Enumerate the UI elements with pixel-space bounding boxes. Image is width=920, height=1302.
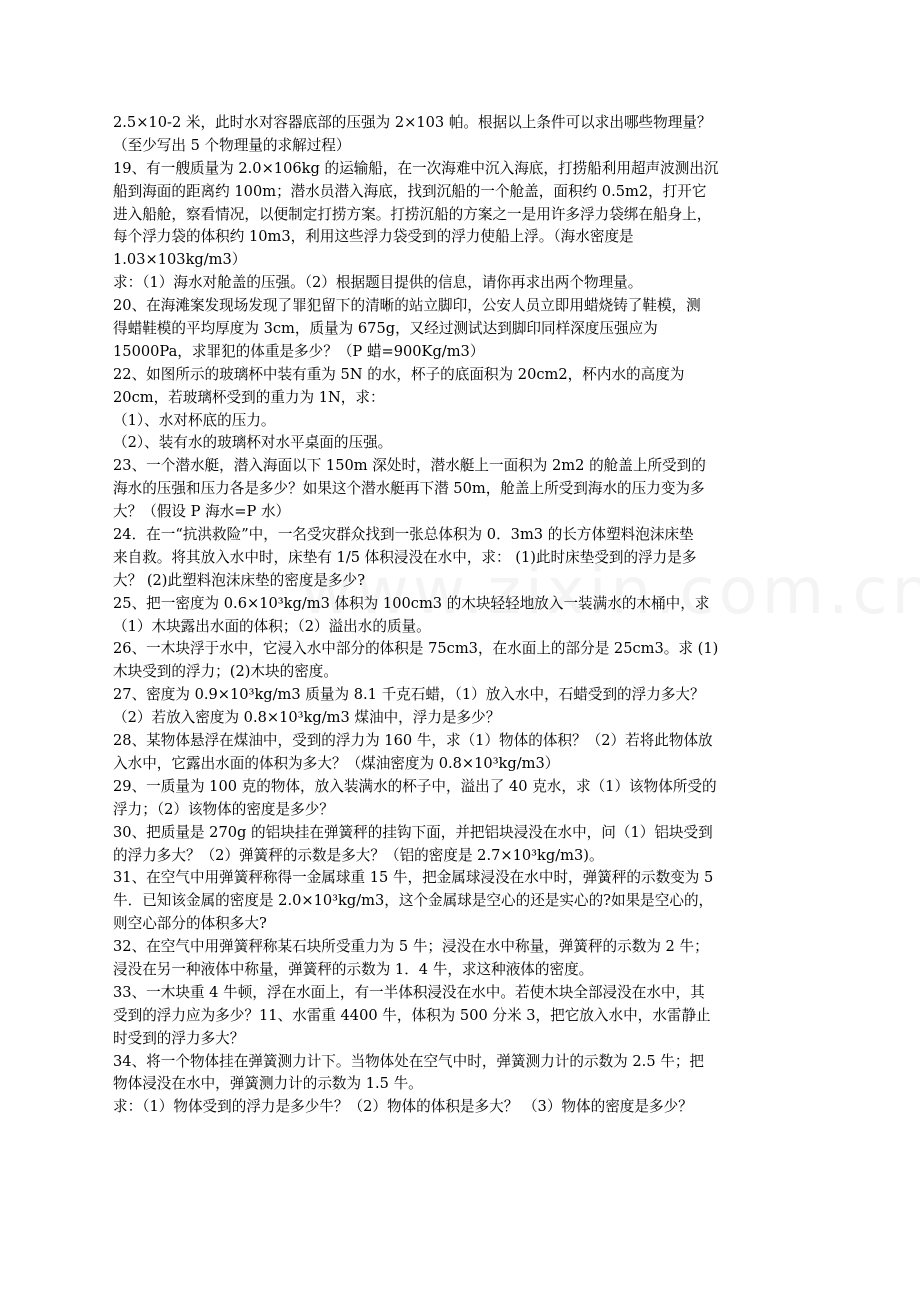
text-line: 27、密度为 0.9×10³kg/m3 质量为 8.1 千克石蜡，（1）放入水中，石蜡受到的浮力多大？ <box>113 686 705 704</box>
text-line: 得蜡鞋模的平均厚度为 3cm，质量为 675g，又经过测试达到脚印同样深度压强应为 <box>113 320 658 338</box>
text-line: 23、一个潜水艇，潜入海面以下 150m 深处时，潜水艇上一面积为 2m2 的舱盖上所受到的 <box>113 457 706 475</box>
text-line: 海水的压强和压力各是多少？如果这个潜水艇再下潜 50m，舱盖上所受到海水的压力变为多 <box>113 480 705 498</box>
text-line: 28、某物体悬浮在煤油中，受到的浮力为 160 牛，求（1）物体的体积？（2）若将此物体放 <box>113 732 713 750</box>
text-line: 22、如图所示的玻璃杯中装有重为 5N 的水，杯子的底面积为 20cm2，杯内水的高度为 <box>113 365 685 383</box>
text-line: 大？（假设 P 海水=P 水） <box>113 503 291 521</box>
text-line: 32、在空气中用弹簧秤称某石块所受重力为 5 牛；浸没在水中称量，弹簧秤的示数为 2 牛； <box>113 938 709 956</box>
text-line: 25、把一密度为 0.6×10³kg/m3 体积为 100cm3 的木块轻轻地放入一装满水的木桶中，求 <box>113 594 710 612</box>
text-line: 时受到的浮力多大？ <box>113 1029 245 1047</box>
text-line: 20、在海滩案发现场发现了罪犯留下的清晰的站立脚印，公安人员立即用蜡烧铸了鞋模，测 <box>113 297 701 315</box>
text-line: 浮力；（2）该物体的密度是多少？ <box>113 800 334 818</box>
text-line: （至少写出 5 个物理量的求解过程） <box>113 136 351 154</box>
text-line: 进入船舱，察看情况，以便制定打捞方案。打捞沉船的方案之一是用许多浮力袋绑在船身上， <box>113 205 712 223</box>
text-line: 物体浸没在水中，弹簧测力计的示数为 1.5 牛。 <box>113 1075 423 1093</box>
document-body <box>113 112 814 1119</box>
text-line: 34、将一个物体挂在弹簧测力计下。当物体处在空气中时，弹簧测力计的示数为 2.5 牛；把 <box>113 1052 705 1070</box>
text-line: 来自救。将其放入水中时，床垫有 1/5 体积浸没在水中，求： (1)此时床垫受到的浮力是多 <box>113 548 697 566</box>
text-line: 求：（1）海水对舱盖的压强。（2）根据题目提供的信息，请你再求出两个物理量。 <box>113 274 643 292</box>
text-line: 入水中，它露出水面的体积为多大？（煤油密度为 0.8×10³kg/m3） <box>113 754 560 772</box>
text-line: 船到海面的距离约 100m；潜水员潜入海底，找到沉船的一个舱盖，面积约 0.5m2，打开它 <box>113 182 707 200</box>
text-line: 浸没在另一种液体中称量，弹簧秤的示数为 1．4 牛，求这种液体的密度。 <box>113 960 594 978</box>
text-line: （2）、装有水的玻璃杯对水平桌面的压强。 <box>113 434 393 452</box>
text-line: 33、一木块重 4 牛顿，浮在水面上，有一半体积浸没在水中。若使木块全部浸没在水中，其 <box>113 983 705 1001</box>
text-line: 1.03×103kg/m3） <box>113 251 247 269</box>
text-line: 求：（1）物体受到的浮力是多少牛？（2）物体的体积是多大？ （3）物体的密度是多少？ <box>113 1098 693 1116</box>
text-line: （1）木块露出水面的体积；（2）溢出水的质量。 <box>113 617 431 635</box>
text-line: 受到的浮力应为多少？11、水雷重 4400 牛，体积为 500 分米 3，把它放入水中，水雷静止 <box>113 1006 711 1024</box>
text-line: 19、有一艘质量为 2.0×106kg 的运输船，在一次海难中沉入海底，打捞船利用超声波测出沉 <box>113 159 719 177</box>
text-line: （2）若放入密度为 0.8×10³kg/m3 煤油中，浮力是多少？ <box>113 709 501 727</box>
text-line: 每个浮力袋的体积约 10m3，利用这些浮力袋受到的浮力使船上浮。（海水密度是 <box>113 228 634 246</box>
text-line: 29、一质量为 100 克的物体，放入装满水的杯子中，溢出了 40 克水，求（1）该物体所受的 <box>113 777 717 795</box>
text-line: 24．在一“抗洪救险”中，一名受灾群众找到一张总体积为 0．3m3 的长方体塑料泡沫床垫 <box>113 526 694 544</box>
text-line: 31、在空气中用弹簧秤称得一金属球重 15 牛，把金属球浸没在水中时，弹簧秤的示数变为 5 <box>113 869 714 887</box>
text-line: 大？ (2)此塑料泡沫床垫的密度是多少? <box>113 571 366 589</box>
text-line: 26、一木块浮于水中，它浸入水中部分的体积是 75cm3，在水面上的部分是 25cm3。求 (1) <box>113 640 719 658</box>
text-line: （1）、水对杯底的压力。 <box>113 411 276 429</box>
text-line: 20cm，若玻璃杯受到的重力为 1N，求： <box>113 388 385 406</box>
text-line: 牛．已知该金属的密度是 2.0×10³kg/m3，这个金属球是空心的还是实心的?如果是空心的， <box>113 892 714 910</box>
text-line: 2.5×10-2 米，此时水对容器底部的压强为 2×103 帕。根据以上条件可以求出哪些物理量？ <box>113 114 712 131</box>
text-line: 木块受到的浮力；(2)木块的密度。 <box>113 663 338 681</box>
text-line: 则空心部分的体积多大? <box>113 915 267 933</box>
text-line: 的浮力多大？（2）弹簧秤的示数是多大？（铝的密度是 2.7×10³kg/m3)。 <box>113 846 604 864</box>
text-line: 15000Pa，求罪犯的体重是多少？（P 蜡=900Kg/m3） <box>113 342 485 360</box>
text-line: 30、把质量是 270g 的铝块挂在弹簧秤的挂钩下面，并把铝块浸没在水中，问（1）铝块受到 <box>113 823 713 841</box>
